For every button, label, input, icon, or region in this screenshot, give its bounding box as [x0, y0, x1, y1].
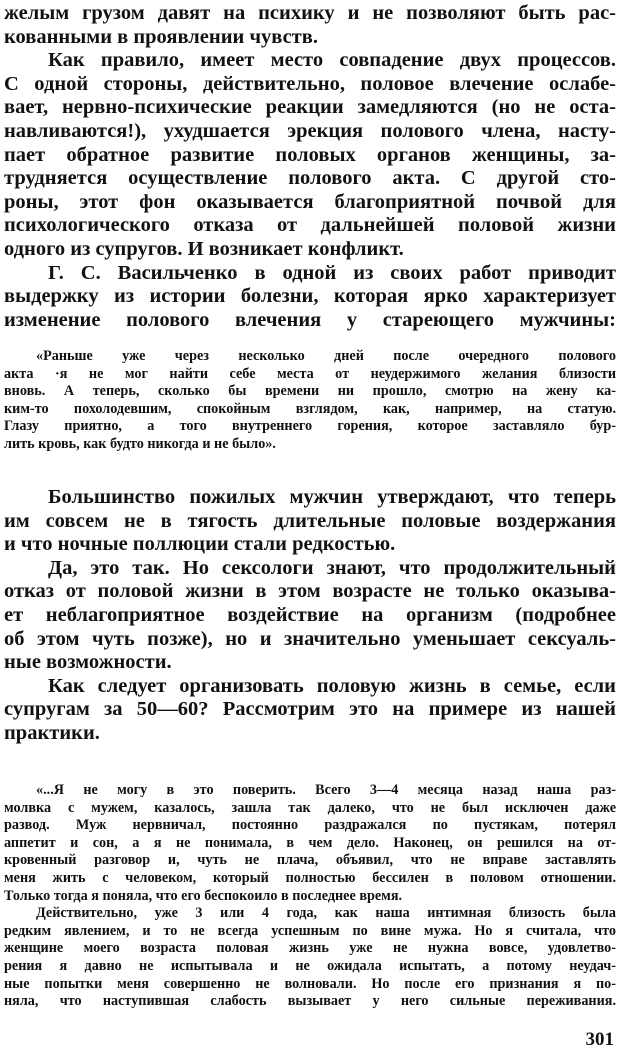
- text-line: Только тогда я поняла, что его беспокоило в последнее время.: [4, 887, 403, 904]
- text-line: супругам за 50—60? Рассмотрим это на примере из нашей: [4, 698, 616, 721]
- text-line: психологического отказа от дальнейшей половой жизни: [4, 214, 616, 237]
- text-line: роны, этот фон оказывается благоприятной почвой для: [4, 190, 616, 213]
- paragraph: [4, 782, 616, 905]
- text-line: им совсем не в тягость длительные половые воздержания: [4, 509, 616, 532]
- text-line: С одной стороны, действительно, половое влечение ослабе-: [4, 72, 616, 95]
- text-line: рения я давно не испытывала и не ожидала испытать, а потому неудач-: [4, 957, 616, 974]
- text-line: Большинство пожилых мужчин утверждают, что теперь: [48, 486, 616, 508]
- text-line: редким явлением, и то не всегда успешным по вине мужа. Но я считала, что: [4, 922, 616, 939]
- text-line: развод. Муж нервничал, постоянно раздражался по пустякам, потерял: [4, 817, 616, 834]
- text-line: ет неблагоприятное воздействие на организм (подробнее: [4, 603, 616, 626]
- quotation-block: [4, 782, 616, 1011]
- quotation-block: [4, 348, 616, 454]
- text-line: и что ночные поллюции стали редкостью.: [4, 533, 396, 556]
- text-line: навливаются!), ухудшается эрекция полового члена, насту-: [4, 119, 616, 142]
- paragraph: [4, 262, 616, 333]
- text-line: аппетит и сон, а я не понимала, в чем дело. Наконец, он решился на от-: [4, 834, 616, 851]
- paragraph: [4, 2, 616, 49]
- paragraph: [4, 49, 616, 261]
- paragraph: [4, 486, 616, 557]
- text-line: пает обратное развитие половых органов женщины, за-: [4, 143, 616, 166]
- text-line: отказ от половой жизни в этом возрасте не только оказыва-: [4, 580, 616, 603]
- text-line: изменение полового влечения у стареющего мужчины:: [4, 308, 616, 331]
- text-line: Глазу приятно, а того внутреннего горения, которое заставляло бур-: [4, 418, 616, 435]
- text-line: женщине моего возраста половая жизнь уже не нужна вовсе, удовлетво-: [4, 940, 616, 957]
- text-line: лить кровь, как будто никогда и не было».: [4, 435, 276, 452]
- text-line: вновь. А теперь, сколько бы времени ни прошло, смотрю на жену ка-: [4, 383, 616, 400]
- text-line: «...Я не могу в это поверить. Всего 3—4 месяца назад наша раз-: [36, 782, 616, 798]
- text-line: молвка с мужем, казалось, зашла так далеко, что не был исключен даже: [4, 799, 616, 816]
- text-line: акта ·я не мог найти себе места от неудержимого желания близости: [4, 365, 616, 382]
- body-text-block: [4, 2, 616, 332]
- text-line: желым грузом давят на психику и не позволяют быть рас-: [4, 2, 616, 24]
- text-line: кованными в проявлении чувств.: [4, 25, 318, 48]
- text-line: Как правило, имеет место совпадение двух процессов.: [48, 49, 616, 72]
- body-text-block: [4, 486, 616, 746]
- paragraph: [4, 348, 616, 454]
- text-line: выдержку из истории болезни, которая ярко характеризует: [4, 285, 616, 308]
- text-line: Г. С. Васильченко в одной из своих работ приводит: [48, 261, 616, 284]
- text-line: одного из супругов. И возникает конфликт.: [4, 237, 404, 260]
- text-line: Да, это так. Но сексологи знают, что продолжительный: [48, 556, 616, 579]
- paragraph: [4, 675, 616, 746]
- paragraph: [4, 557, 616, 675]
- text-line: «Раньше уже через несколько дней после очередного полового: [36, 348, 616, 364]
- page-number: 301: [585, 1029, 614, 1050]
- text-line: ные возможности.: [4, 651, 172, 674]
- text-line: об этом чуть позже), но и значительно уменьшает сексуаль-: [4, 627, 616, 650]
- text-line: кровенный разговор и, чуть не плача, объявил, что не вправе заставлять: [4, 852, 616, 869]
- text-line: ные попытки меня совершенно не волновали. Но после его признания я по-: [4, 975, 616, 992]
- text-line: ким-то похолодевшим, спокойным взглядом, как, например, на статую.: [4, 400, 616, 417]
- text-line: меня жить с человеком, который полностью бессилен в половом отношении.: [4, 869, 616, 886]
- text-line: няла, что наступившая слабость вызывает у него сильные переживания.: [4, 993, 616, 1010]
- text-line: вает, нервно-психические реакции замедляются (но не оста-: [4, 96, 616, 119]
- text-line: Действительно, уже 3 или 4 года, как наша интимная близость была: [36, 905, 616, 922]
- paragraph: [4, 905, 616, 1011]
- text-line: практики.: [4, 721, 100, 744]
- text-line: Как следует организовать половую жизнь в семье, если: [48, 674, 616, 697]
- text-line: трудняется осуществление полового акта. С другой сто-: [4, 167, 616, 190]
